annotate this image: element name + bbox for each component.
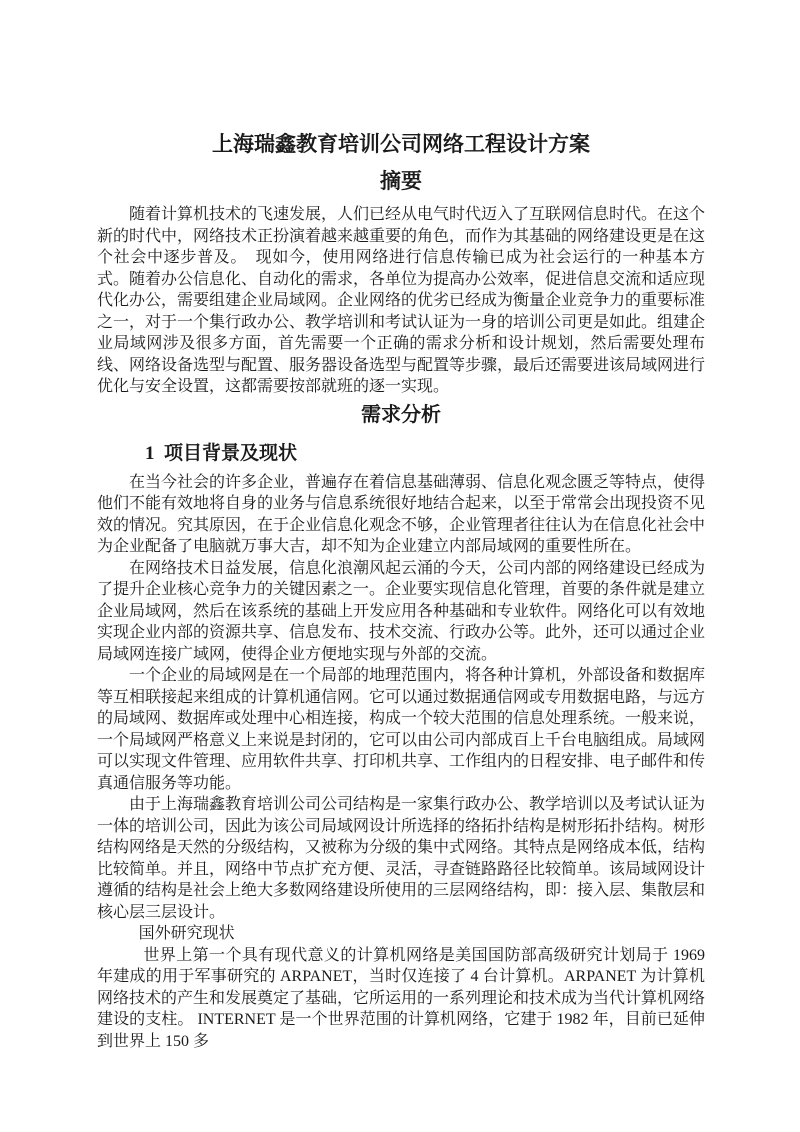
foreign-research-subheading: 国外研究现状 [138,925,235,942]
paragraph-topology-choice: 由于上海瑞鑫教育培训公司公司结构是一家集行政办公、教学培训以及考试认证为一体的培训公司，因此为该公司局域网设计所选择的络拓扑结构是树形拓扑结构。树形结构网络是天然的分级结构，又被称为分级的集中式网络。其特点是网络成本低，结构比较简单。并且，网络中节点扩充方便、灵活，寻查链路路径比较简单。该局域网设计遵循的结构是社会上绝大多数网络建设所使用的三层网络结构，即：接入层、集散层和核心层三层设计。 [97,796,706,921]
subsection-heading-project-background: 1 项目背景及现状 [145,442,298,464]
page-title: 上海瑞鑫教育培训公司网络工程设计方案 [212,132,590,156]
paragraph-lan-definition: 一个企业的局域网是在一个局部的地理范围内，将各种计算机，外部设备和数据库等互相联接起来组成的计算机通信网。它可以通过数据通信网或专用数据电路，与远方的局域网、数据库或处理中心相连接，构成一个较大范围的信息处理系统。一般来说，一个局域网严格意义上来说是封闭的，它可以由公司内部成百上千台电脑组成。局域网可以实现文件管理、应用软件共享、打印机共享、工作组内的日程安排、电子邮件和传真通信服务等功能。 [97,667,706,792]
abstract-heading: 摘要 [380,169,422,193]
paragraph-foreign-research: 世界上第一个具有现代意义的计算机网络是美国国防部高级研究计划局于 1969 年建成的用于军事研究的 ARPANET，当时仅连接了 4 台计算机。ARPANET 为计算机网络技术的产生和发展奠定了基础，它所运用的一系列理论和技术成为当代计算机网络建设的支柱。 INTERNET 是一个世界范围的计算机网络，它建于 1982 年，目前已延伸到世界上 150 多 [97,946,706,1050]
requirements-analysis-heading: 需求分析 [361,403,441,426]
paragraph-current-status: 在当今社会的许多企业，普遍存在着信息基础薄弱、信息化观念匮乏等特点，使得他们不能有效地将自身的业务与信息系统很好地结合起来，以至于常常会出现投资不见效的情况。究其原因，在于企业信息化观念不够，企业管理者往往认为在信息化社会中为企业配备了电脑就万事大吉，却不知为企业建立内部局域网的重要性所在。 [97,473,706,555]
paragraph-network-trend: 在网络技术日益发展，信息化浪潮风起云涌的今天，公司内部的网络建设已经成为了提升企业核心竞争力的关键因素之一。企业要实现信息化管理，首要的条件就是建立企业局域网，然后在该系统的基础上开发应用各种基础和专业软件。网络化可以有效地实现企业内部的资源共享、信息发布、技术交流、行政办公等。此外，还可以通过企业局域网连接广域网，使得企业方便地实现与外部的交流。 [97,559,706,663]
abstract-paragraph: 随着计算机技术的飞速发展，人们已经从电气时代迈入了互联网信息时代。在这个新的时代中，网络技术正扮演着越来越重要的角色，而作为其基础的网络建设更是在这个社会中逐步普及。 现如今，使用网络进行信息传输已成为社会运行的一种基本方式。随着办公信息化、自动化的需求，各单位为提高办公效率，促进信息交流和适应现代化办公，需要组建企业局域网。企业网络的优劣已经成为衡量企业竞争力的重要标准之一，对于一个集行政办公、教学培训和考试认证为一身的培训公司更是如此。组建企业局域网涉及很多方面，首先需要一个正确的需求分析和设计规划，然后需要处理布线、网络设备选型与配置、服务器设备选型与配置等步骤，最后还需要进该局域网进行优化与安全设置，这都需要按部就班的逐一实现。 [97,206,706,395]
